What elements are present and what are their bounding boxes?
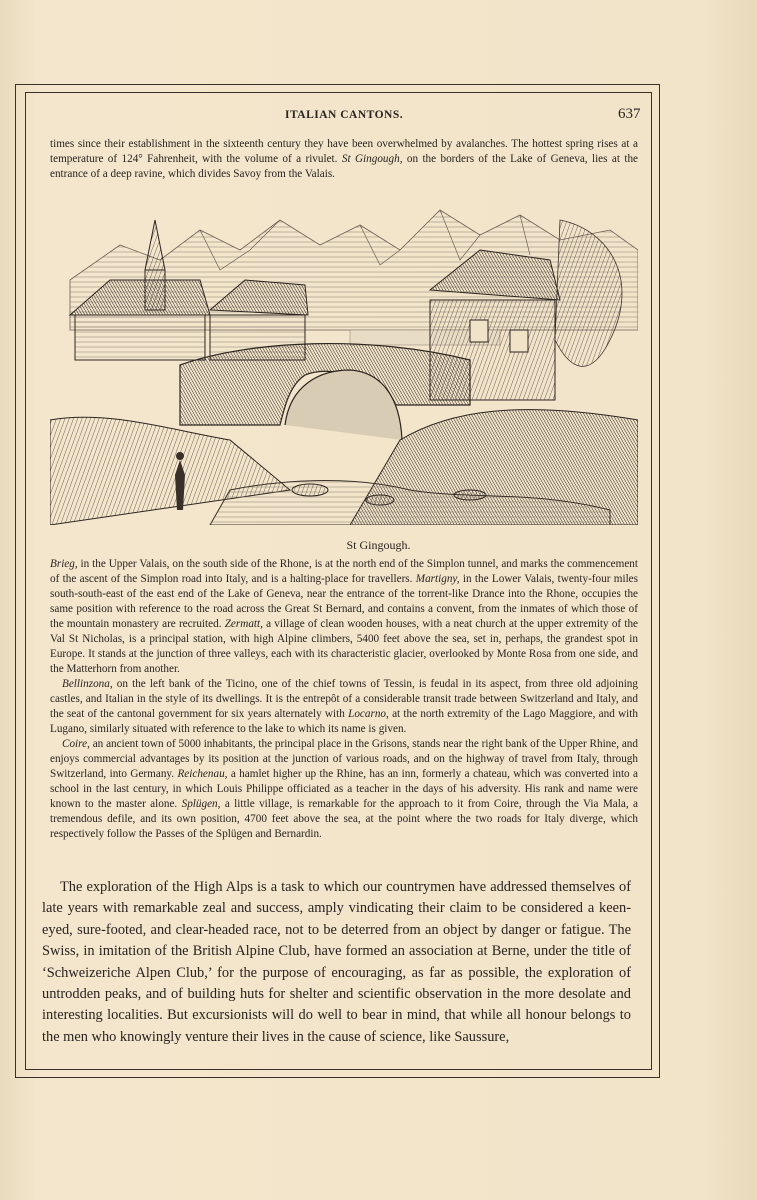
paragraph-text: on the left bank of the Ticino, one of the chief towns of Tessin, is feudal in its aspect, from three old adjoining castles, and Italian in the style of its dwellings. It is the entrepôt of a considerable transit trade between Switzerland and Italy, and the seat of the cantonal government for six years alternately with [50,678,638,720]
page-number: 637 [618,106,641,122]
lead-rest: on the borders of the Lake of Geneva, lies at the entrance of a deep ravine, which divides Savoy from the Valais. [50,153,639,180]
place-name: Martigny, [415,573,460,585]
paragraph: The exploration of the High Alps is a task to which our countrymen have addressed themselves of late years with remarkable zeal and success, amply vindicating their claim to be considered a keen-eyed, sure-footed, and clear-headed race, not to be deterred from an object by danger or fatigue. The Swiss, in imitation of the British Alpine Club, have formed an association at Berne, under the title of ‘Schweizeriche Alpen Club,’ for the purpose of encouraging, as far as possible, the exploration of untrodden peaks, and of building huts for shelter and scientific observation in the more desolate and interesting localities. But excursionists will do well to bear in mind, that while all honour belongs to the men who knowingly venture their lives in the cause of science, like Saussure, [42,879,631,1045]
lead-paragraph [50,137,638,182]
place-name: Reichenau, [177,768,228,780]
place-name: Brieg, [50,558,78,570]
paragraph-text: in the Lower Valais, twenty-four miles south-south-east of the east end of the Lake of Geneva, near the entrance of the torrent-like Drance into the Rhone, occupies the same position with reference to the road across the Great St Bernard, and contains a convent, from the inmates of which those of the mountain monastery are recruited. [50,573,638,630]
gazetteer-text [50,557,638,842]
place-name: St Gingough, [341,153,403,165]
place-name: Locarno, [348,708,389,720]
paragraph-text: at the north extremity of the Lago Maggiore, and with Lugano, similarly situated with reference to the lake to which its name is given. [50,708,638,735]
paragraph [50,557,638,677]
paragraph-text: in the Upper Valais, on the south side of the Rhone, is at the north end of the Simplon tunnel, and marks the commencement of the ascent of the Simplon road into Italy, and is a halting-place for travellers. [50,558,638,585]
engraving-st-gingough [50,190,638,525]
place-name: Bellinzona, [62,678,113,690]
body-text [42,877,631,1048]
paragraph [50,737,638,842]
paragraph-text: an ancient town of 5000 inhabitants, the principal place in the Grisons, stands near the right bank of the Upper Rhine, and enjoys commercial advantages by its position at the junction of various roads, and on the highway of travel from Italy, through Switzerland, into Germany. [50,738,638,780]
illustration-caption: St Gingough. [346,538,411,552]
lead-text: times since their establishment in the sixteenth century they have been overwhelmed by avalanches. The hottest spring rises at a temperature of 124° Fahrenheit, with the volume of a rivulet. [50,138,638,165]
paragraph [50,677,638,737]
paragraph-text: a village of clean wooden houses, with a neat church at the upper extremity of the Val St Nicholas, is a principal station, with high Alpine climbers, 5400 feet above the sea, set in, perhaps, the grandest spot in Europe. It stands at the junction of three valleys, each with its characteristic glacier, overlooked by Monte Rosa from one side, and the Matterhorn from another. [50,618,639,675]
place-name: Splügen, [181,798,221,810]
running-title: ITALIAN CANTONS. [285,109,404,121]
place-name: Zermatt, [224,618,263,630]
paragraph-text: a little village, is remarkable for the approach to it from Coire, through the Via Mala, a tremendous defile, and its own position, 4700 feet above the sea, at the point where the two roads for Italy diverge, which respectively follow the Passes of the Splügen and Bernardin. [50,798,638,840]
paragraph-text: a hamlet higher up the Rhine, has an inn, formerly a chateau, which was converted into a school in the last century, in which Louis Philippe officiated as a teacher in the days of his adversity. His rank and name were known to the master alone. [50,768,638,810]
place-name: Coire, [62,738,90,750]
